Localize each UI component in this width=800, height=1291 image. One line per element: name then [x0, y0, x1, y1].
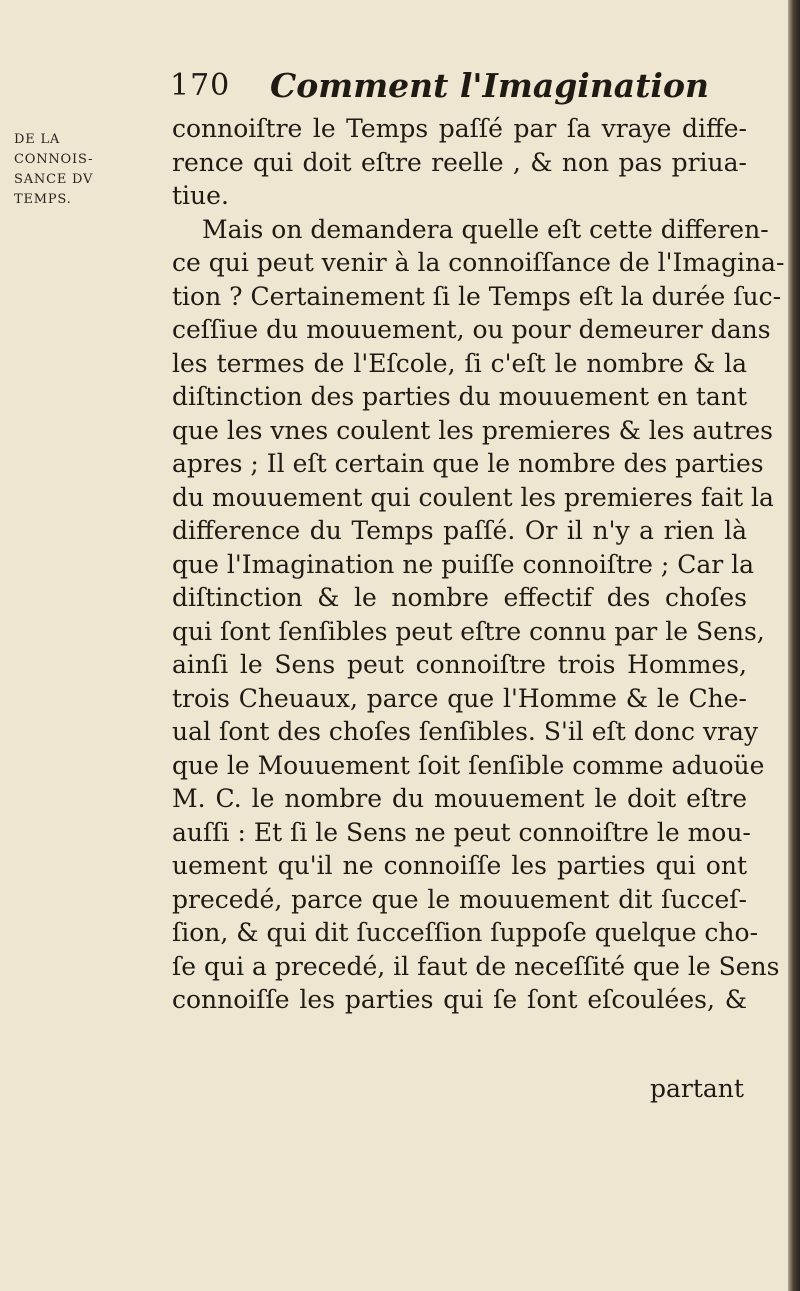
text-line: tion ? Certainement ſi le Temps eſt la durée ſuc- — [172, 281, 782, 311]
margin-note-line-4: TEMPS. — [14, 192, 72, 207]
text-line: Mais on demandera quelle eſt cette differen- — [202, 214, 769, 244]
text-line: apres ; Il eſt certain que le nombre des parties — [172, 449, 764, 478]
text-line: auſſi : Et ſi le Sens ne peut connoiſtre le mou- — [172, 817, 751, 847]
text-line: diſtinction & le nombre effectif des choſes — [172, 583, 747, 612]
body-text — [172, 112, 785, 1017]
text-line: trois Cheuaux, parce que l'Homme & le Che- — [172, 683, 747, 713]
text-line: uement qu'il ne connoiſſe les parties qui ont — [172, 851, 747, 880]
text-line: que l'Imagination ne puiſſe connoiſtre ; Car la — [172, 549, 755, 579]
page-edge-shadow — [788, 0, 800, 1291]
text-line: diſtinction des parties du mouuement en tant — [172, 382, 747, 411]
text-line: ſe qui a precedé, il faut de neceſſité que le Sens — [172, 951, 780, 981]
text-line: ceſſiue du mouuement, ou pour demeurer dans — [172, 315, 771, 344]
text-line: precedé, parce que le mouuement dit ſucceſ- — [172, 884, 747, 914]
text-line: connoiſtre le Temps paſſé par ſa vraye diffe- — [172, 114, 747, 143]
text-line: que le Mouuement ſoit ſenſible comme aduoüe — [172, 750, 765, 780]
text-line: rence qui doit eſtre reelle , & non pas priua- — [172, 147, 747, 177]
margin-note-line-3: SANCE DV — [14, 172, 94, 187]
margin-note-line-1: DE LA — [14, 132, 61, 147]
text-line: difference du Temps paſſé. Or il n'y a rien là — [172, 516, 747, 545]
text-line: ual ſont des choſes ſenſibles. S'il eſt donc vray — [172, 717, 758, 746]
catchword: partant — [650, 1074, 744, 1103]
marginal-note — [14, 130, 154, 210]
text-line: connoiſſe les parties qui ſe ſont eſcoulées, & — [172, 985, 747, 1014]
margin-note-line-2: CONNOIS- — [14, 152, 94, 167]
text-line: que les vnes coulent les premieres & les autres — [172, 415, 773, 445]
text-line: M. C. le nombre du mouuement le doit eſtre — [172, 784, 747, 813]
running-head: Comment l'Imagination — [270, 66, 709, 105]
text-line: qui ſont ſenſibles peut eſtre connu par le Sens, — [172, 616, 765, 646]
text-line: les termes de l'Eſcole, ſi c'eſt le nombre & la — [172, 348, 747, 378]
text-line: du mouuement qui coulent les premieres fait la — [172, 482, 774, 512]
text-line: ce qui peut venir à la connoiſſance de l'Imagina- — [172, 248, 785, 277]
text-line: ſion, & qui dit ſucceſſion ſuppoſe quelque cho- — [172, 918, 759, 947]
text-line: ainſi le Sens peut connoiſtre trois Hommes, — [172, 650, 747, 679]
page-number: 170 — [170, 68, 231, 103]
text-line: tiue. — [172, 181, 229, 210]
